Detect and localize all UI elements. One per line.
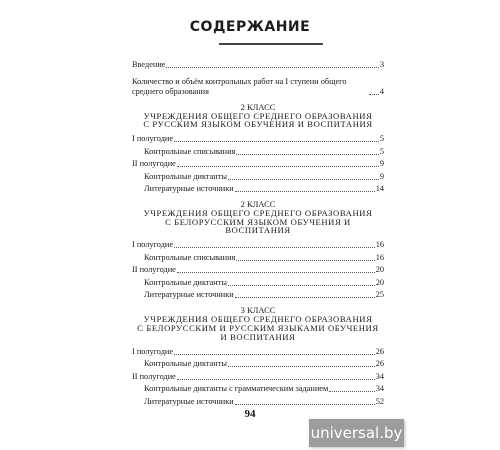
section-heading-line: УЧРЕЖДЕНИЯ ОБЩЕГО СРЕДНЕГО ОБРАЗОВАНИЯ — [143, 208, 373, 219]
dot-leader — [235, 191, 375, 192]
toc-entry-page: 5 — [379, 134, 384, 144]
dot-leader — [235, 404, 375, 405]
toc-entry-text: II полугодие — [132, 371, 176, 381]
watermark-logo: universal.by — [309, 419, 404, 447]
toc-entry-text: Контрольные списывания — [144, 146, 236, 156]
toc-entry-text: Контрольные диктанты — [144, 359, 227, 369]
dot-leader — [236, 154, 379, 155]
toc-entry-control-works[interactable] — [132, 73, 384, 97]
toc-entry[interactable] — [132, 132, 384, 145]
toc-entry[interactable] — [132, 182, 384, 195]
dot-leader — [166, 67, 378, 68]
toc-entry[interactable] — [132, 238, 384, 251]
toc-entry-page: 3 — [379, 59, 384, 69]
toc-entry-text: Литературные источники — [144, 184, 234, 194]
section-heading-line: И ВОСПИТАНИЯ — [220, 331, 296, 342]
toc-entry[interactable] — [132, 144, 384, 157]
toc-entry-page: 20 — [375, 277, 384, 287]
section-heading-grade2-belarusian — [132, 200, 384, 235]
toc-entry[interactable] — [132, 394, 384, 407]
toc-entry-page: 4 — [379, 86, 384, 96]
toc-entry-text: Литературные источники — [144, 396, 234, 406]
toc-entry-text: I полугодие — [132, 134, 174, 144]
dot-leader — [174, 247, 375, 248]
toc-entry-page: 34 — [375, 371, 384, 381]
dot-leader — [174, 354, 375, 355]
toc-entry-text: Контрольные диктанты — [144, 277, 227, 287]
section-grade: 2 КЛАСС — [240, 101, 276, 112]
dot-leader — [235, 297, 375, 298]
toc-entry[interactable] — [132, 250, 384, 263]
dot-leader — [228, 366, 375, 367]
dot-leader — [177, 379, 375, 380]
toc-entry-page: 34 — [375, 384, 384, 394]
section-grade: 2 КЛАСС — [240, 199, 276, 210]
dot-leader — [228, 285, 375, 286]
toc-entry-text: II полугодие — [132, 159, 176, 169]
toc-entry-text: Контрольные списывания — [144, 252, 236, 262]
toc-entry-text: Контрольные диктанты с грамматическим заданием — [144, 384, 329, 394]
toc-entry-page: 16 — [375, 240, 384, 250]
toc-entry[interactable] — [132, 157, 384, 170]
toc-entry-text: Литературные источники — [144, 290, 234, 300]
toc-entry[interactable] — [132, 382, 384, 395]
dot-leader — [174, 141, 379, 142]
toc-entry[interactable] — [132, 344, 384, 357]
toc-entry-text: Контрольные диктанты — [144, 171, 227, 181]
toc-entry-text: I полугодие — [132, 346, 174, 356]
section-grade: 3 КЛАСС — [240, 305, 276, 316]
page-number: 94 — [244, 408, 256, 420]
dot-leader — [369, 94, 379, 95]
section-heading-line: С РУССКИМ ЯЗЫКОМ ОБУЧЕНИЯ И ВОСПИТАНИЯ — [143, 119, 373, 130]
toc-entry-text: I полугодие — [132, 240, 174, 250]
section-heading-line: С БЕЛОРУССКИМ ЯЗЫКОМ ОБУЧЕНИЯ И ВОСПИТАНИЯ — [165, 216, 351, 236]
dot-leader — [177, 166, 379, 167]
dot-leader — [236, 260, 374, 261]
toc-entry-page: 9 — [379, 159, 384, 169]
toc-entry-page: 5 — [379, 146, 384, 156]
dot-leader — [329, 391, 374, 392]
toc-entry-text: Введение — [132, 59, 166, 69]
page-title: СОДЕРЖАНИЕ — [189, 19, 311, 35]
toc-entry[interactable] — [132, 369, 384, 382]
toc-entry-page: 16 — [375, 252, 384, 262]
toc-entry[interactable] — [132, 275, 384, 288]
toc-entry-page: 9 — [379, 171, 384, 181]
title-underline — [219, 43, 323, 45]
toc-entry[interactable] — [132, 288, 384, 301]
dot-leader — [177, 272, 375, 273]
toc-entry-page: 20 — [375, 265, 384, 275]
section-heading-line: С БЕЛОРУССКИМ И РУССКИМ ЯЗЫКАМИ ОБУЧЕНИЯ — [137, 323, 379, 334]
toc-entry-page: 52 — [375, 396, 384, 406]
toc-entry-text: Количество и объём контрольных работ на I ступени общего среднего образования — [132, 76, 347, 96]
section-heading-line: УЧРЕЖДЕНИЯ ОБЩЕГО СРЕДНЕГО ОБРАЗОВАНИЯ — [143, 314, 373, 325]
section-heading-grade3 — [132, 306, 384, 341]
toc-entry[interactable] — [132, 263, 384, 276]
toc-entry-page: 26 — [375, 346, 384, 356]
toc-entry-introduction[interactable] — [132, 57, 384, 70]
toc-entry-page: 14 — [375, 184, 384, 194]
table-of-contents — [132, 57, 384, 407]
toc-entry-page: 25 — [375, 290, 384, 300]
toc-entry[interactable] — [132, 169, 384, 182]
toc-entry-page: 26 — [375, 359, 384, 369]
toc-entry[interactable] — [132, 357, 384, 370]
section-heading-line: УЧРЕЖДЕНИЯ ОБЩЕГО СРЕДНЕГО ОБРАЗОВАНИЯ — [143, 110, 373, 121]
dot-leader — [228, 179, 379, 180]
section-heading-grade2-russian — [132, 103, 384, 129]
toc-entry-text: II полугодие — [132, 265, 176, 275]
